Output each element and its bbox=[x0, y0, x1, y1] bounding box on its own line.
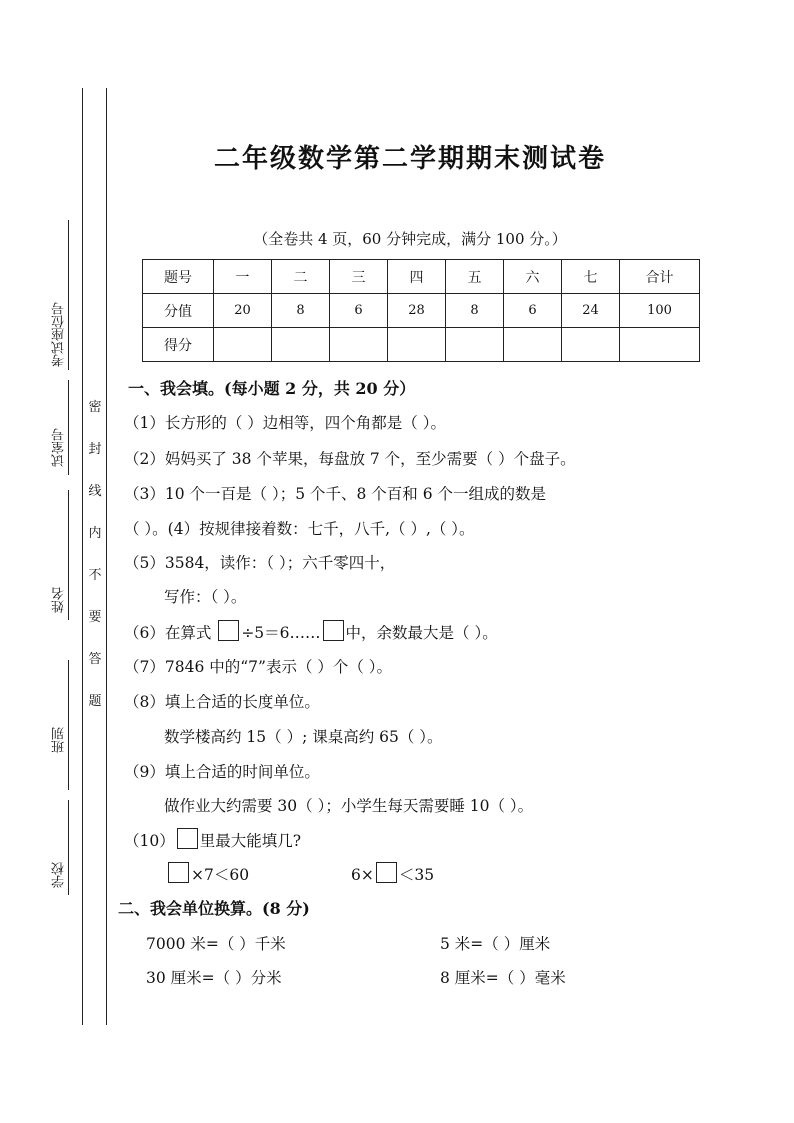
header-cell: 一 bbox=[214, 260, 272, 294]
score-table bbox=[142, 259, 700, 362]
blank-box[interactable] bbox=[323, 620, 344, 641]
question-8: （8）填上合适的长度单位。 bbox=[124, 693, 320, 711]
seal-char: 封 bbox=[88, 442, 102, 457]
value-cell: 6 bbox=[330, 294, 388, 328]
value-cell: 28 bbox=[388, 294, 446, 328]
conversion-item: 5 米=（ ）厘米 bbox=[440, 935, 551, 953]
conversion-item: 30 厘米=（ ）分米 bbox=[146, 969, 282, 987]
seal-char: 题 bbox=[88, 694, 102, 709]
conversion-item: 8 厘米=（ ）毫米 bbox=[440, 969, 566, 987]
score-cell[interactable] bbox=[330, 328, 388, 362]
seal-char: 密 bbox=[88, 400, 102, 415]
exam-seat-label: 考试座位号 bbox=[52, 302, 67, 368]
class-field bbox=[46, 660, 76, 790]
blank-box[interactable] bbox=[376, 862, 397, 883]
question-9-sub: 做作业大约需要 30（ ）；小学生每天需要睡 10（ ）。 bbox=[164, 797, 534, 815]
binding-line-inner bbox=[106, 88, 107, 1025]
question-7: （7）7846 中的“7”表示（ ）个（ ）。 bbox=[124, 658, 393, 676]
question-10-b bbox=[351, 862, 434, 885]
conversion-item: 7000 米=（ ）千米 bbox=[146, 935, 286, 953]
score-cell[interactable] bbox=[504, 328, 562, 362]
exam-room-label: 试室号 bbox=[52, 428, 67, 467]
header-cell: 五 bbox=[446, 260, 504, 294]
values-label-cell: 分值 bbox=[143, 294, 214, 328]
seal-char: 内 bbox=[88, 526, 102, 541]
question-10-b-suffix: ＜35 bbox=[398, 866, 435, 884]
value-cell: 100 bbox=[620, 294, 700, 328]
student-name-label: 姓名 bbox=[52, 587, 67, 613]
page-title: 二年级数学第二学期期末测试卷 bbox=[213, 144, 606, 174]
header-cell: 七 bbox=[562, 260, 620, 294]
blank-box[interactable] bbox=[218, 620, 239, 641]
header-cell: 合计 bbox=[620, 260, 700, 294]
question-6-suffix: 中，余数最大是（ ）。 bbox=[345, 624, 498, 642]
question-5-line1: （5）3584，读作：（ ）；六千零四十， bbox=[124, 554, 396, 572]
header-cell: 四 bbox=[388, 260, 446, 294]
header-cell: 题号 bbox=[143, 260, 214, 294]
question-10 bbox=[124, 828, 301, 851]
seal-char: 要 bbox=[88, 610, 102, 625]
question-9: （9）填上合适的时间单位。 bbox=[124, 763, 320, 781]
section2-heading: 二、我会单位换算。(8 分) bbox=[118, 899, 310, 918]
blank-box[interactable] bbox=[177, 828, 198, 849]
question-10-b-prefix: 6× bbox=[351, 866, 374, 884]
score-cell[interactable] bbox=[272, 328, 330, 362]
score-table-score-row bbox=[143, 328, 700, 362]
exam-info: （全卷共 4 页，60 分钟完成，满分 100 分。） bbox=[253, 230, 567, 248]
question-2: （2）妈妈买了 38 个苹果，每盘放 7 个，至少需要（ ）个盘子。 bbox=[124, 450, 576, 468]
header-cell: 六 bbox=[504, 260, 562, 294]
exam-seat-field bbox=[46, 220, 76, 370]
seal-char: 不 bbox=[88, 568, 102, 583]
blank-box[interactable] bbox=[168, 862, 189, 883]
question-10-a bbox=[166, 862, 249, 885]
question-10-prefix: （10） bbox=[124, 832, 175, 850]
value-cell: 6 bbox=[504, 294, 562, 328]
seal-char: 线 bbox=[88, 484, 102, 499]
score-cell[interactable] bbox=[562, 328, 620, 362]
score-cell[interactable] bbox=[446, 328, 504, 362]
header-cell: 三 bbox=[330, 260, 388, 294]
value-cell: 8 bbox=[446, 294, 504, 328]
school-field bbox=[46, 800, 76, 895]
score-cell[interactable] bbox=[620, 328, 700, 362]
binding-line-outer bbox=[82, 88, 83, 1025]
seal-char: 答 bbox=[88, 652, 102, 667]
question-6-mid: ÷5＝6…… bbox=[241, 624, 321, 642]
question-6-prefix: （6）在算式 bbox=[124, 624, 212, 642]
value-cell: 24 bbox=[562, 294, 620, 328]
section1-heading: 一、我会填。(每小题 2 分，共 20 分） bbox=[128, 379, 416, 398]
exam-room-field bbox=[46, 380, 76, 475]
question-6 bbox=[124, 620, 498, 643]
question-10-suffix: 里最大能填几? bbox=[199, 832, 302, 850]
question-8-sub: 数学楼高约 15（ ）; 课桌高约 65（ ）。 bbox=[164, 728, 443, 746]
question-3-line1: （3）10 个一百是（ ）；5 个千、8 个百和 6 个一组成的数是 bbox=[124, 485, 546, 503]
class-label: 班别 bbox=[52, 727, 67, 753]
score-table-values-row bbox=[143, 294, 700, 328]
score-cell[interactable] bbox=[388, 328, 446, 362]
question-3-4-line2: （ ）。(4）按规律接着数：七千，八千,（ ）,（ ）。 bbox=[124, 520, 475, 538]
school-label: 学校 bbox=[52, 862, 67, 888]
score-table-header-row bbox=[143, 260, 700, 294]
score-label-cell: 得分 bbox=[143, 328, 214, 362]
value-cell: 8 bbox=[272, 294, 330, 328]
question-10-a-text: ×7＜60 bbox=[191, 866, 250, 884]
value-cell: 20 bbox=[214, 294, 272, 328]
header-cell: 二 bbox=[272, 260, 330, 294]
student-name-field bbox=[46, 490, 76, 620]
question-5-line2: 写作：（ ）。 bbox=[164, 588, 247, 606]
question-1: （1）长方形的（ ）边相等，四个角都是（ ）。 bbox=[124, 414, 446, 432]
score-cell[interactable] bbox=[214, 328, 272, 362]
